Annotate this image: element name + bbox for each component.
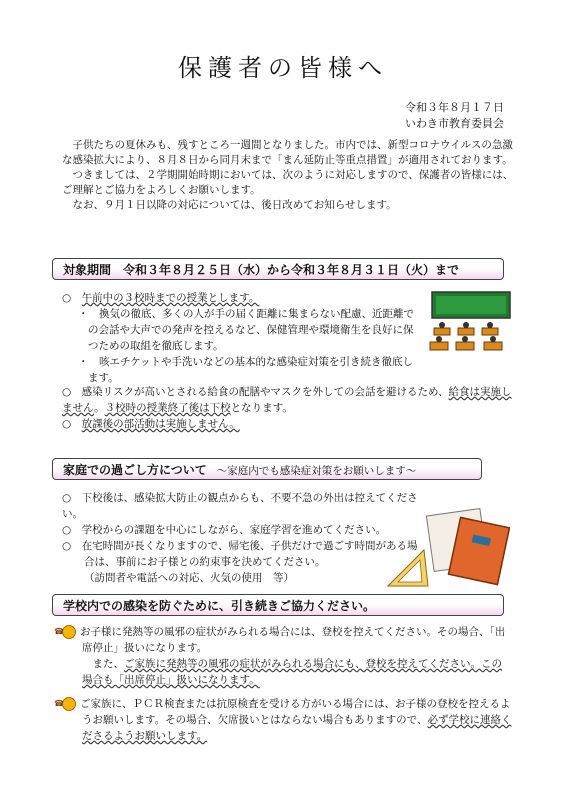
- intro-paragraph-2: つきましては、２学期開始時期においては、次のように対応しますので、保護者の皆様には、ご理解とご協力をよろしくお願いします。: [62, 169, 514, 196]
- study-illustration: [384, 506, 510, 590]
- section2-item-1: ○ 下校後は、感染拡大防止の観点からも、不要不急の外出は控えてください。: [62, 492, 418, 520]
- issue-info: [405, 100, 504, 132]
- issue-date: 令和３年８月１７日: [405, 101, 504, 114]
- phone-icon: ☎: [62, 625, 76, 639]
- section2-item-3-note: （訪問者や電話への対応、火気の使用 等）: [84, 572, 294, 584]
- intro-text: [62, 138, 522, 213]
- section2-heading: [52, 458, 482, 480]
- classroom-illustration: [428, 290, 514, 356]
- section1-item-1: ○ 午前中の３校時までの授業とします。: [62, 292, 260, 304]
- section3-item-2: ☎ ご家族に、ＰＣＲ検査または抗原検査を受ける方がいる場合には、お子様の登校を控えるようお願いします。その場合、欠席扱いとはならない場合もありますので、必ず学校に連絡くださるようお願いします。: [54, 698, 512, 742]
- section3-item-1b: また、ご家族に発熱等の風邪の症状がみられる場合にも、登校を控えてください。この場合も「出席停止」扱いになります。: [82, 658, 502, 686]
- section3-item-1: ☎ お子様に発熱等の風邪の症状がみられる場合には、登校を控えてください。その場合、「出席停止」扱いになります。: [54, 626, 506, 654]
- section1-heading: 対象期間 令和３年８月２５日（水）から令和３年８月３１日（火）まで: [52, 258, 504, 280]
- section1-sub-2: ・ 咳エチケットや手洗いなどの基本的な感染症対策を引き続き徹底します。: [78, 356, 414, 384]
- section2-list: [62, 490, 422, 586]
- section2-item-2: ○ 学校からの課題を中心にしながら、家庭学習を進めてください。: [62, 524, 387, 536]
- section1-list: [62, 290, 422, 386]
- intro-paragraph-3: なお、９月１日以降の対応については、後日改めてお知らせします。: [72, 199, 397, 211]
- section1-item-2: ○ 感染リスクが高いとされる給食の配膳やマスクを外しての会話を避けるため、給食は実施しません。３校時の授業終了後は下校となります。: [62, 386, 512, 414]
- intro-paragraph-1: 子供たちの夏休みも、残すところ一週間となりました。市内では、新型コロナウイルスの急激な感染拡大により、８月８日から同月末まで「まん延防止等重点措置」が適用されております。: [62, 139, 513, 166]
- section2-title: 家庭での過ごし方について: [63, 463, 207, 477]
- section3-list: [54, 624, 512, 744]
- section1-sub-1: ・ 換気の徹底、多くの人が手の届く距離に集まらない配慮、近距離での会話や大声での発声を控えるなど、保健管理や環境衛生を良好に保つための取組を徹底します。: [78, 308, 414, 352]
- section2-item-3: ○ 在宅時間が長くなりますので、帰宅後、子供だけで過ごす時間がある場合は、事前にお子様との約束事を決めてください。: [62, 540, 418, 568]
- section2-subtitle: ～家庭内でも感染症対策をお願いします～: [216, 465, 417, 477]
- page-title: 保護者の皆様へ: [178, 54, 388, 82]
- section1-list-cont: [62, 384, 512, 432]
- phone-icon: ☎: [62, 697, 76, 711]
- section3-heading: 学校内での感染を防ぐために、引き続きご協力ください。: [52, 594, 504, 616]
- issuer: いわき市教育委員会: [405, 117, 504, 130]
- section1-item-3: ○ 放課後の部活動は実施しません。: [62, 418, 240, 430]
